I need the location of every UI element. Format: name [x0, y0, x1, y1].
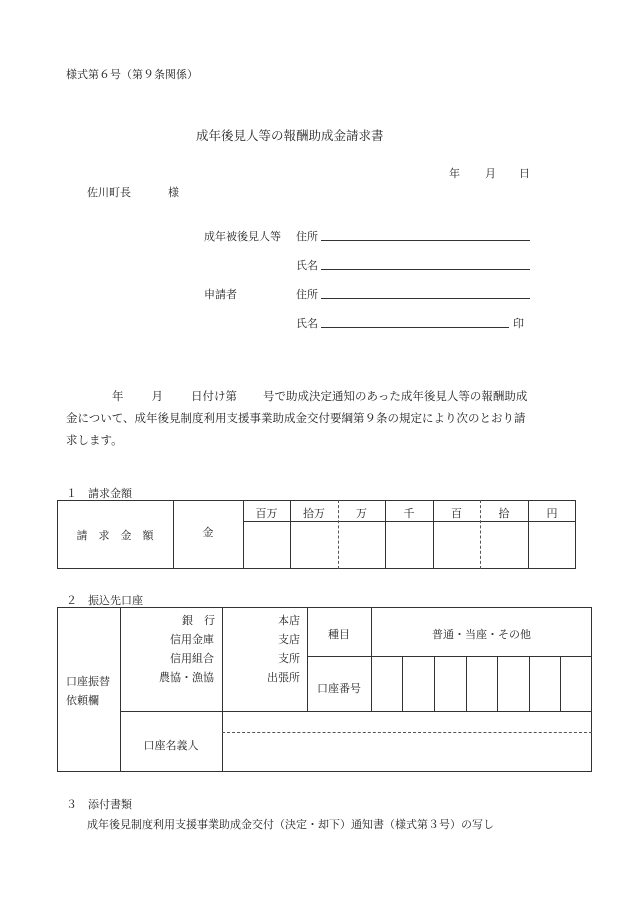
account-type-options[interactable]: 普通・当座・その他	[432, 628, 531, 641]
applicant-name-line[interactable]	[321, 327, 509, 328]
section1-heading: １ 請求金額	[66, 487, 132, 500]
institution-option: 信用組合	[170, 652, 214, 665]
section2-heading: ２ 振込先口座	[66, 594, 143, 607]
date-day-label: 日	[519, 167, 530, 180]
digit-header: 百万	[255, 507, 278, 520]
applicant-label: 申請者	[204, 288, 237, 301]
branch-option: 支所	[278, 652, 300, 665]
ward-label: 成年被後見人等	[204, 230, 281, 243]
branch-option: 本店	[278, 614, 300, 627]
addressee-name: 佐川町長	[87, 186, 131, 199]
account-type-label: 種目	[328, 628, 350, 641]
digit-header: 万	[356, 507, 367, 520]
page-title: 成年後見人等の報酬助成金請求書	[196, 128, 384, 143]
digit-header: 百	[451, 507, 462, 520]
account-holder-label: 口座名義人	[143, 739, 199, 752]
ward-address-line[interactable]	[321, 240, 530, 241]
applicant-address-label: 住所	[296, 288, 318, 301]
form-number: 様式第６号（第９条関係）	[66, 68, 198, 81]
institution-option: 銀 行	[182, 614, 215, 627]
digit-header: 拾万	[303, 507, 325, 520]
branch-option: 出張所	[267, 671, 300, 684]
transfer-request-label: 依頼欄	[66, 694, 99, 707]
request-paragraph: 年 月 日付け第 号で助成決定通知のあった成年後見人等の報酬助成 金について、成年後見制度利用支援事業助成金交付要綱第９条の規定により次のとおり請 求します。	[66, 389, 528, 447]
transfer-request-label: 口座振替	[66, 675, 110, 688]
date-month-label: 月	[485, 167, 496, 180]
attachment-item: 成年後見制度利用支援事業助成金交付（決定・却下）通知書（様式第３号）の写し	[87, 818, 494, 831]
applicant-name-label: 氏名	[296, 317, 318, 330]
ward-name-label: 氏名	[296, 259, 318, 272]
amount-prefix: 金	[202, 526, 214, 539]
digit-header: 千	[403, 507, 415, 520]
account-number-label: 口座番号	[317, 682, 361, 695]
section3-heading: ３ 添付書類	[66, 798, 132, 811]
date-year-label: 年	[449, 167, 460, 180]
branch-option: 支店	[278, 633, 300, 646]
ward-address-label: 住所	[296, 230, 318, 243]
institution-option: 信用金庫	[170, 633, 214, 646]
seal-mark: 印	[513, 317, 524, 330]
applicant-address-line[interactable]	[321, 298, 530, 299]
institution-option: 農協・漁協	[159, 671, 214, 684]
digit-header: 円	[546, 507, 558, 520]
digit-header: 拾	[498, 507, 510, 520]
addressee-honorific: 様	[168, 186, 179, 199]
amount-row-label: 請 求 金 額	[76, 529, 154, 542]
ward-name-line[interactable]	[321, 269, 530, 270]
